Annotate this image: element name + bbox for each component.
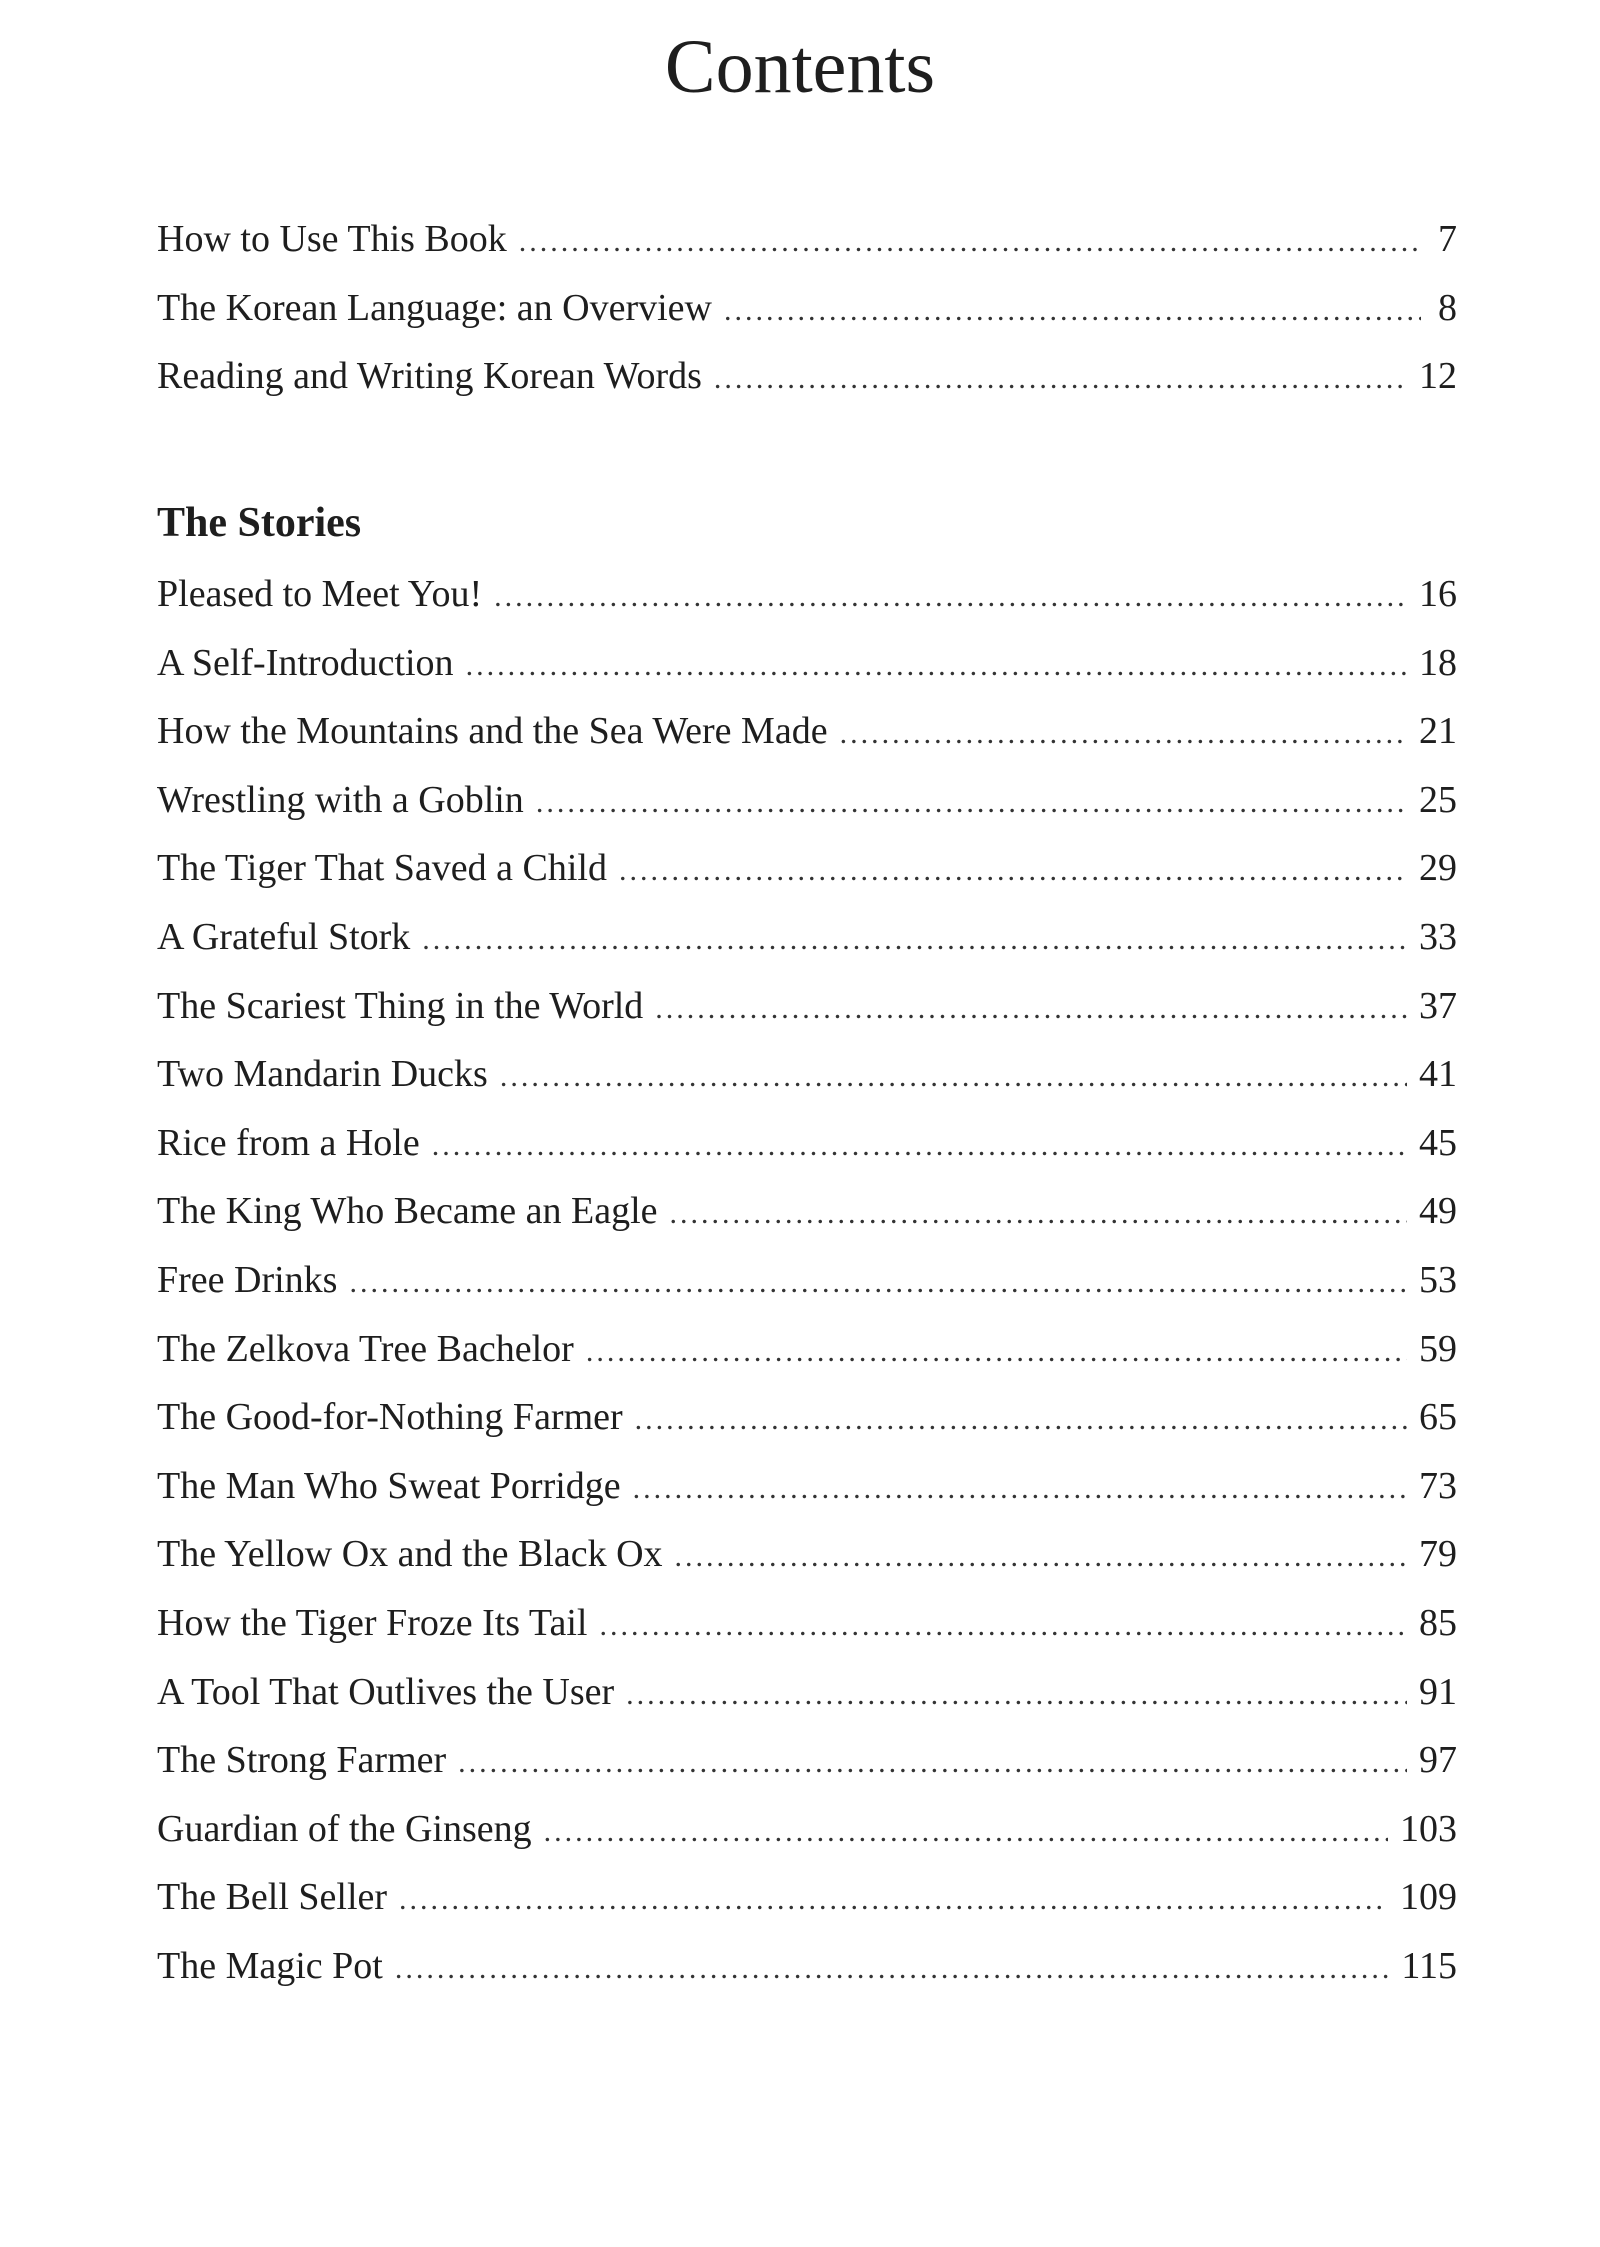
- toc-entry: [157, 766, 1457, 835]
- toc-entry-title: A Tool That Outlives the User: [157, 1670, 615, 1713]
- dot-leader: [633, 1455, 1407, 1524]
- toc-entry-title: The Good-for-Nothing Farmer: [157, 1396, 623, 1439]
- toc-entry-title: Free Drinks: [157, 1258, 338, 1301]
- toc-entry-title: The Yellow Ox and the Black Ox: [157, 1533, 663, 1576]
- dot-leader: [626, 1661, 1407, 1730]
- dot-leader: [536, 769, 1407, 838]
- toc-entry-title: Guardian of the Ginseng: [157, 1807, 532, 1850]
- dot-leader: [500, 1043, 1407, 1112]
- toc-entry: [157, 1383, 1457, 1452]
- dot-leader: [458, 1729, 1407, 1798]
- toc-entry: [157, 342, 1457, 411]
- toc-entry-title: The Magic Pot: [157, 1944, 383, 1987]
- toc-entry-page: 109: [1400, 1876, 1457, 1919]
- dot-leader: [586, 1318, 1407, 1387]
- toc-entry-page: 45: [1419, 1121, 1457, 1164]
- toc-entry-title: How the Mountains and the Sea Were Made: [157, 710, 828, 753]
- toc-entry-title: Rice from a Hole: [157, 1121, 420, 1164]
- section-heading: The Stories: [157, 500, 362, 546]
- toc-entry-page: 25: [1419, 778, 1457, 821]
- toc-entry-title: The Man Who Sweat Porridge: [157, 1464, 621, 1507]
- toc-entry-page: 85: [1419, 1601, 1457, 1644]
- toc-entry-page: 73: [1419, 1464, 1457, 1507]
- stories-list: [157, 486, 1457, 2000]
- toc-entry-page: 7: [1438, 218, 1457, 260]
- toc-entry-page: 53: [1419, 1258, 1457, 1301]
- toc-entry-page: 29: [1419, 847, 1457, 890]
- toc-entry-page: 8: [1438, 286, 1457, 329]
- toc-entry-page: 41: [1419, 1053, 1457, 1096]
- dot-leader: [494, 563, 1407, 632]
- dot-leader: [599, 1592, 1407, 1661]
- toc-entry: [157, 1726, 1457, 1795]
- dot-leader: [432, 1112, 1407, 1181]
- toc-entry: [157, 274, 1457, 343]
- toc-entry-page: 65: [1419, 1396, 1457, 1439]
- toc-entry-title: How to Use This Book: [157, 218, 507, 260]
- toc-entry: [157, 1795, 1457, 1864]
- toc-entry: [157, 1246, 1457, 1315]
- toc-entry-title: The Strong Farmer: [157, 1739, 447, 1782]
- toc-entry: [157, 834, 1457, 903]
- dot-leader: [724, 277, 1421, 346]
- toc-entry-title: A Self-Introduction: [157, 641, 454, 684]
- toc-entry-title: The King Who Became an Eagle: [157, 1190, 658, 1233]
- toc-entry-page: 12: [1419, 355, 1457, 398]
- toc-entry: [157, 629, 1457, 698]
- dot-leader: [670, 1180, 1408, 1249]
- dot-leader: [714, 345, 1407, 414]
- toc-entry-page: 37: [1419, 984, 1457, 1027]
- toc-entry: [157, 560, 1457, 629]
- toc-entry-title: A Grateful Stork: [157, 915, 411, 958]
- page-title: Contents: [664, 25, 936, 109]
- toc-entry: [157, 1452, 1457, 1521]
- dot-leader: [399, 1866, 1388, 1935]
- toc-entry: [157, 1589, 1457, 1658]
- toc-entry-page: 97: [1419, 1739, 1457, 1782]
- dot-leader: [675, 1523, 1407, 1592]
- front-matter-list: [157, 205, 1457, 411]
- toc-entry-page: 91: [1419, 1670, 1457, 1713]
- toc-entry: [157, 972, 1457, 1041]
- dot-leader: [349, 1249, 1407, 1318]
- toc-entry-title: The Korean Language: an Overview: [157, 286, 712, 329]
- toc-entry-title: Reading and Writing Korean Words: [157, 355, 702, 398]
- toc-entry-title: Pleased to Meet You!: [157, 573, 483, 615]
- dot-leader: [519, 208, 1421, 277]
- toc-entry: [157, 1863, 1457, 1932]
- toc-entry: [157, 1109, 1457, 1178]
- dot-leader: [395, 1935, 1390, 2004]
- toc-entry-page: 115: [1401, 1944, 1457, 1987]
- dot-leader: [635, 1386, 1407, 1455]
- toc-entry: [157, 1932, 1457, 2001]
- toc-entry-title: The Tiger That Saved a Child: [157, 847, 607, 890]
- toc-entry-title: The Scariest Thing in the World: [157, 984, 644, 1027]
- dot-leader: [422, 906, 1407, 975]
- toc-entry-page: 18: [1419, 641, 1457, 684]
- dot-leader: [619, 837, 1407, 906]
- toc-entry: [157, 1315, 1457, 1384]
- toc-entry-title: Two Mandarin Ducks: [157, 1053, 488, 1096]
- toc-entry: [157, 1520, 1457, 1589]
- toc-entry: [157, 205, 1457, 274]
- toc-entry: [157, 1658, 1457, 1727]
- dot-leader: [544, 1798, 1388, 1867]
- toc-entry: [157, 697, 1457, 766]
- toc-entry: [157, 1040, 1457, 1109]
- toc-entry: [157, 903, 1457, 972]
- toc-entry-page: 16: [1419, 573, 1457, 615]
- dot-leader: [466, 632, 1407, 701]
- toc-entry-page: 79: [1419, 1533, 1457, 1576]
- toc-entry: [157, 1177, 1457, 1246]
- toc-entry-page: 49: [1419, 1190, 1457, 1233]
- toc-entry-page: 103: [1400, 1807, 1457, 1850]
- dot-leader: [655, 975, 1407, 1044]
- toc-entry-title: The Bell Seller: [157, 1876, 388, 1919]
- toc-entry-title: How the Tiger Froze Its Tail: [157, 1601, 588, 1644]
- toc-entry-page: 33: [1419, 915, 1457, 958]
- toc-entry-page: 59: [1419, 1327, 1457, 1370]
- toc-entry-title: Wrestling with a Goblin: [157, 778, 524, 821]
- toc-entry-title: The Zelkova Tree Bachelor: [157, 1327, 574, 1370]
- toc-entry-page: 21: [1419, 710, 1457, 753]
- dot-leader: [840, 700, 1407, 769]
